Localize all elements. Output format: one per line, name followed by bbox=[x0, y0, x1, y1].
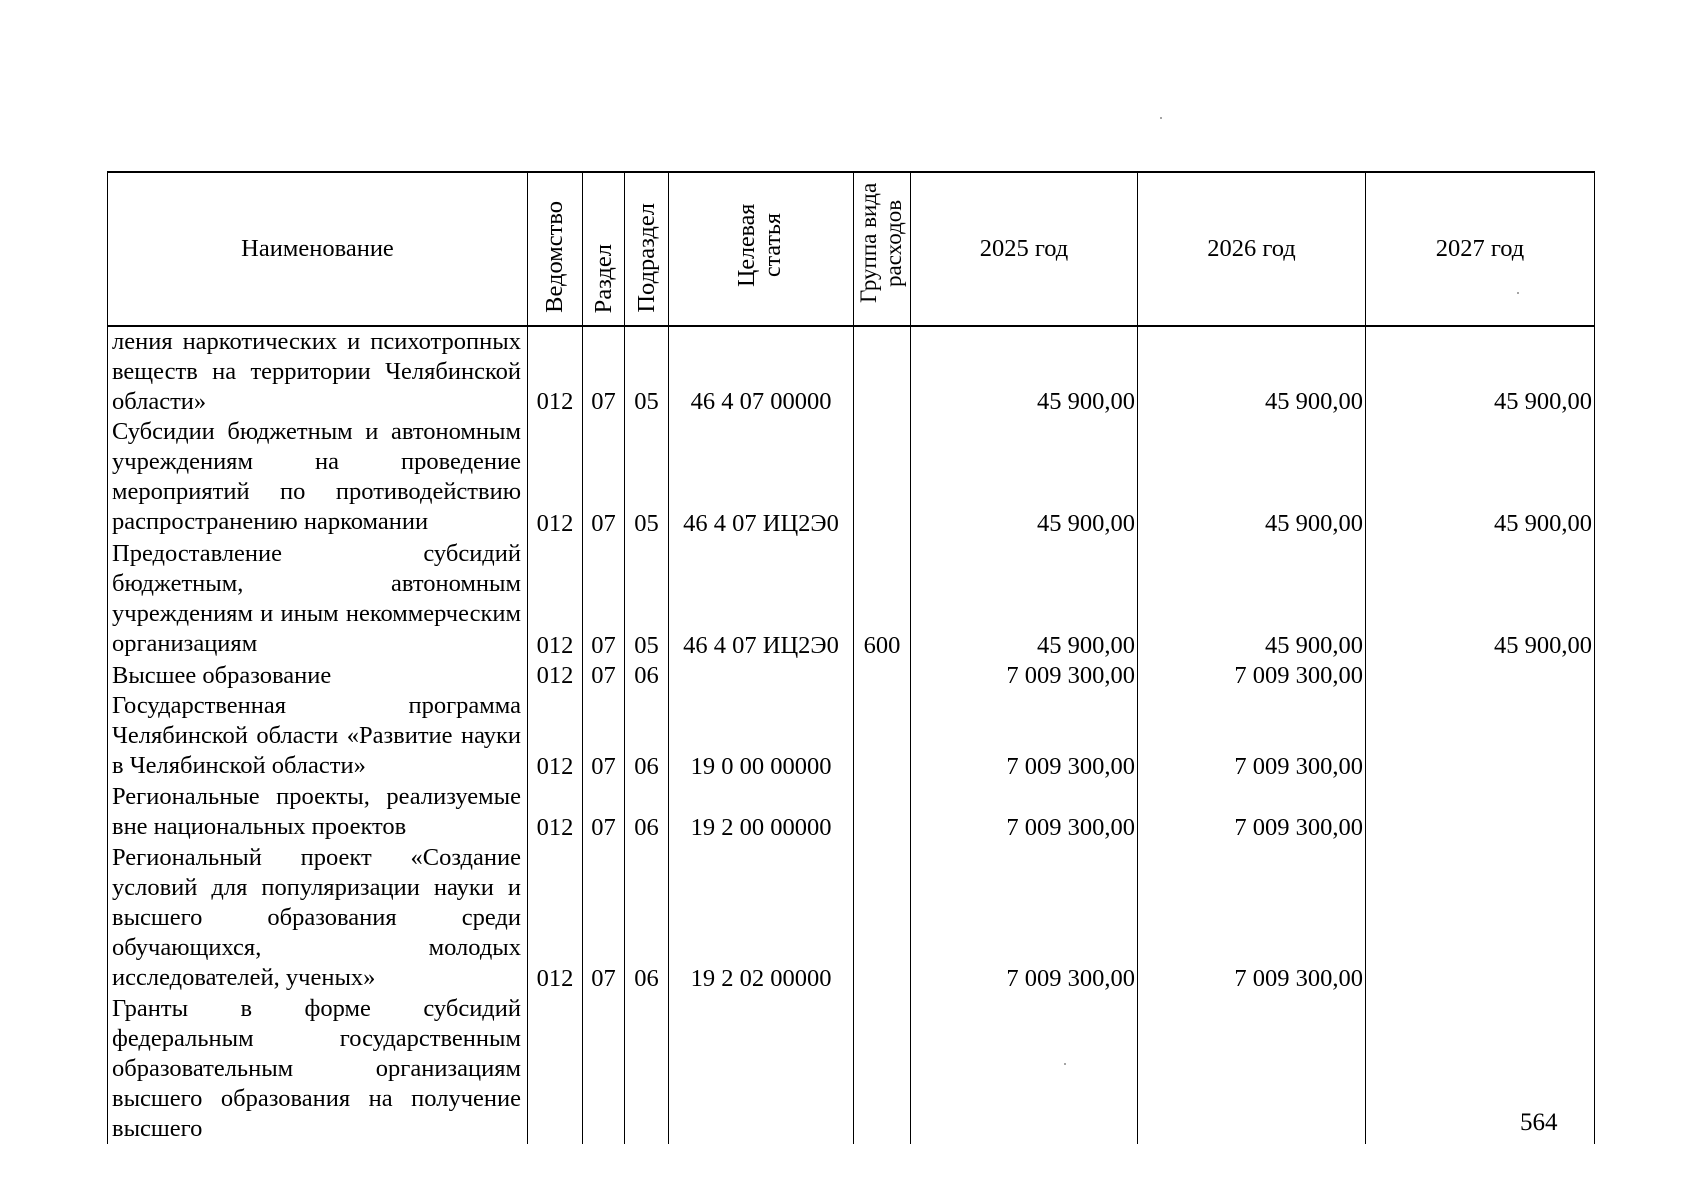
table-row bbox=[108, 782, 1595, 843]
row-2027: 45 900,00 bbox=[1366, 417, 1595, 539]
row-name: Региональный проект «Создание условий для популяризации науки и высшего образования среди обучающихся, молодых исследователей, ученых» bbox=[108, 843, 528, 994]
row-target: 19 2 02 00000 bbox=[669, 843, 854, 994]
row-2026: 7 009 300,00 bbox=[1138, 661, 1366, 691]
row-name: Высшее образование bbox=[108, 661, 528, 691]
header-group: Группа вида расходов bbox=[854, 172, 911, 326]
row-vedomstvo: 012 bbox=[528, 539, 583, 661]
row-group bbox=[854, 691, 911, 782]
row-podrazdel: 05 bbox=[625, 417, 669, 539]
header-razdel: Раздел bbox=[583, 172, 625, 326]
page-number: 564 bbox=[1520, 1109, 1558, 1136]
row-podrazdel: 06 bbox=[625, 691, 669, 782]
row-2025: 7 009 300,00 bbox=[911, 782, 1138, 843]
row-target: 46 4 07 ИЦ2Э0 bbox=[669, 417, 854, 539]
row-target: 19 2 00 00000 bbox=[669, 782, 854, 843]
row-target: 46 4 07 00000 bbox=[669, 326, 854, 417]
header-vedomstvo: Ведомство bbox=[528, 172, 583, 326]
row-group bbox=[854, 782, 911, 843]
row-razdel: 07 bbox=[583, 326, 625, 417]
row-target bbox=[669, 661, 854, 691]
table-row bbox=[108, 661, 1595, 691]
row-group bbox=[854, 994, 911, 1144]
row-razdel: 07 bbox=[583, 691, 625, 782]
row-2026: 7 009 300,00 bbox=[1138, 691, 1366, 782]
row-podrazdel bbox=[625, 994, 669, 1144]
row-2027: 45 900,00 bbox=[1366, 326, 1595, 417]
row-2025: 7 009 300,00 bbox=[911, 661, 1138, 691]
row-2025: 45 900,00 bbox=[911, 539, 1138, 661]
row-razdel: 07 bbox=[583, 661, 625, 691]
table-row bbox=[108, 994, 1595, 1144]
row-2027 bbox=[1366, 661, 1595, 691]
scan-speck bbox=[1160, 117, 1162, 119]
row-name: Предоставление субсидий бюджетным, автономным учреждениям и иным некоммерческим организациям bbox=[108, 539, 528, 661]
row-2026: 7 009 300,00 bbox=[1138, 782, 1366, 843]
scan-speck bbox=[1517, 292, 1519, 294]
row-razdel: 07 bbox=[583, 417, 625, 539]
row-vedomstvo: 012 bbox=[528, 417, 583, 539]
header-podrazdel: Подраздел bbox=[625, 172, 669, 326]
row-vedomstvo: 012 bbox=[528, 782, 583, 843]
row-vedomstvo: 012 bbox=[528, 691, 583, 782]
header-2027: 2027 год bbox=[1366, 172, 1595, 326]
row-target: 46 4 07 ИЦ2Э0 bbox=[669, 539, 854, 661]
table-row bbox=[108, 843, 1595, 994]
row-name: Государственная программа Челябинской области «Развитие науки в Челябинской области» bbox=[108, 691, 528, 782]
row-2025: 7 009 300,00 bbox=[911, 843, 1138, 994]
row-podrazdel: 05 bbox=[625, 326, 669, 417]
table-row bbox=[108, 326, 1595, 417]
row-2027 bbox=[1366, 691, 1595, 782]
table-row bbox=[108, 417, 1595, 539]
row-podrazdel: 06 bbox=[625, 843, 669, 994]
budget-table bbox=[107, 171, 1595, 1144]
row-name: Субсидии бюджетным и автономным учреждениям на проведение мероприятий по противодействию распространению наркомании bbox=[108, 417, 528, 539]
row-group bbox=[854, 661, 911, 691]
row-group bbox=[854, 843, 911, 994]
row-group: 600 bbox=[854, 539, 911, 661]
table-row bbox=[108, 539, 1595, 661]
row-2027 bbox=[1366, 994, 1595, 1144]
row-name: Региональные проекты, реализуемые вне национальных проектов bbox=[108, 782, 528, 843]
row-2025 bbox=[911, 994, 1138, 1144]
row-2026: 45 900,00 bbox=[1138, 417, 1366, 539]
scan-speck bbox=[1064, 1063, 1066, 1065]
row-podrazdel: 06 bbox=[625, 782, 669, 843]
row-2025: 7 009 300,00 bbox=[911, 691, 1138, 782]
table-row bbox=[108, 691, 1595, 782]
row-2027 bbox=[1366, 843, 1595, 994]
header-target: Целевая статья bbox=[669, 172, 854, 326]
row-target bbox=[669, 994, 854, 1144]
header-name: Наименование bbox=[108, 172, 528, 326]
row-2026: 45 900,00 bbox=[1138, 539, 1366, 661]
row-podrazdel: 06 bbox=[625, 661, 669, 691]
row-podrazdel: 05 bbox=[625, 539, 669, 661]
row-2025: 45 900,00 bbox=[911, 417, 1138, 539]
row-2027 bbox=[1366, 782, 1595, 843]
row-2026 bbox=[1138, 994, 1366, 1144]
header-2025: 2025 год bbox=[911, 172, 1138, 326]
row-vedomstvo: 012 bbox=[528, 843, 583, 994]
row-name: ления наркотических и психотропных веществ на территории Челябинской области» bbox=[108, 326, 528, 417]
row-razdel: 07 bbox=[583, 843, 625, 994]
row-group bbox=[854, 326, 911, 417]
row-2026: 7 009 300,00 bbox=[1138, 843, 1366, 994]
row-vedomstvo: 012 bbox=[528, 661, 583, 691]
row-target: 19 0 00 00000 bbox=[669, 691, 854, 782]
row-group bbox=[854, 417, 911, 539]
row-name: Гранты в форме субсидий федеральным государственным образовательным организациям высшего образования на получение высшего bbox=[108, 994, 528, 1144]
table-header-row bbox=[108, 172, 1595, 326]
row-vedomstvo: 012 bbox=[528, 326, 583, 417]
row-vedomstvo bbox=[528, 994, 583, 1144]
row-2026: 45 900,00 bbox=[1138, 326, 1366, 417]
row-razdel bbox=[583, 994, 625, 1144]
row-2027: 45 900,00 bbox=[1366, 539, 1595, 661]
row-razdel: 07 bbox=[583, 539, 625, 661]
row-razdel: 07 bbox=[583, 782, 625, 843]
header-2026: 2026 год bbox=[1138, 172, 1366, 326]
row-2025: 45 900,00 bbox=[911, 326, 1138, 417]
